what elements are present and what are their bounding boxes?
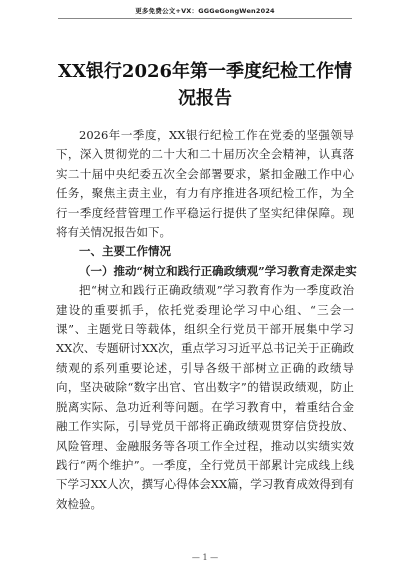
document-title: XX银行2026年第一季度纪检工作情况报告	[57, 61, 353, 109]
body-paragraph: 把“树立和践行正确政绩观”学习教育作为一季度政治建设的重要抓手，依托党委理论学习中心组、“三会一课”、主题党日等载体，组织全行党员干部开展集中学习XX次、专题研讨XX次，重点学习习近平总书记关于正确政绩观的系列重要论述，引导各级干部树立正确的政绩导向，坚决破除“数字出官、官出数字”的错误政绩观，防止脱离实际、急功近利等问题。在学习教育中，着重结合金融工作实际，引导党员干部将正确政绩观贯穿信贷投放、风险管理、金融服务等各项工作全过程，推动以实绩实效践行“两个维护”。一季度，全行党员干部累计完成线上线下学习XX人次，撰写心得体会XX篇，学习教育成效得到有效检验。	[56, 283, 354, 511]
section-heading: 一、主要工作情况	[79, 244, 171, 259]
header-banner: 更多免费公文+VX：GGGeGongWen2024	[135, 7, 275, 15]
intro-paragraph: 2026年一季度，XX银行纪检工作在党委的坚强领导下，深入贯彻党的二十大和二十届历次全会精神，认真落实二十届中央纪委五次全会部署要求，紧扣金融工作中心任务，聚焦主责主业，有力有序推进各项纪检工作，为全行一季度经营管理工作平稳运行提供了坚实纪律保障。现将有关情况报告如下。	[56, 128, 354, 240]
subsection-heading: （一）推动“树立和践行正确政绩观”学习教育走深走实	[79, 263, 357, 278]
page-number: — 1 —	[191, 553, 219, 562]
header-divider	[58, 18, 352, 19]
document-body	[56, 126, 357, 514]
